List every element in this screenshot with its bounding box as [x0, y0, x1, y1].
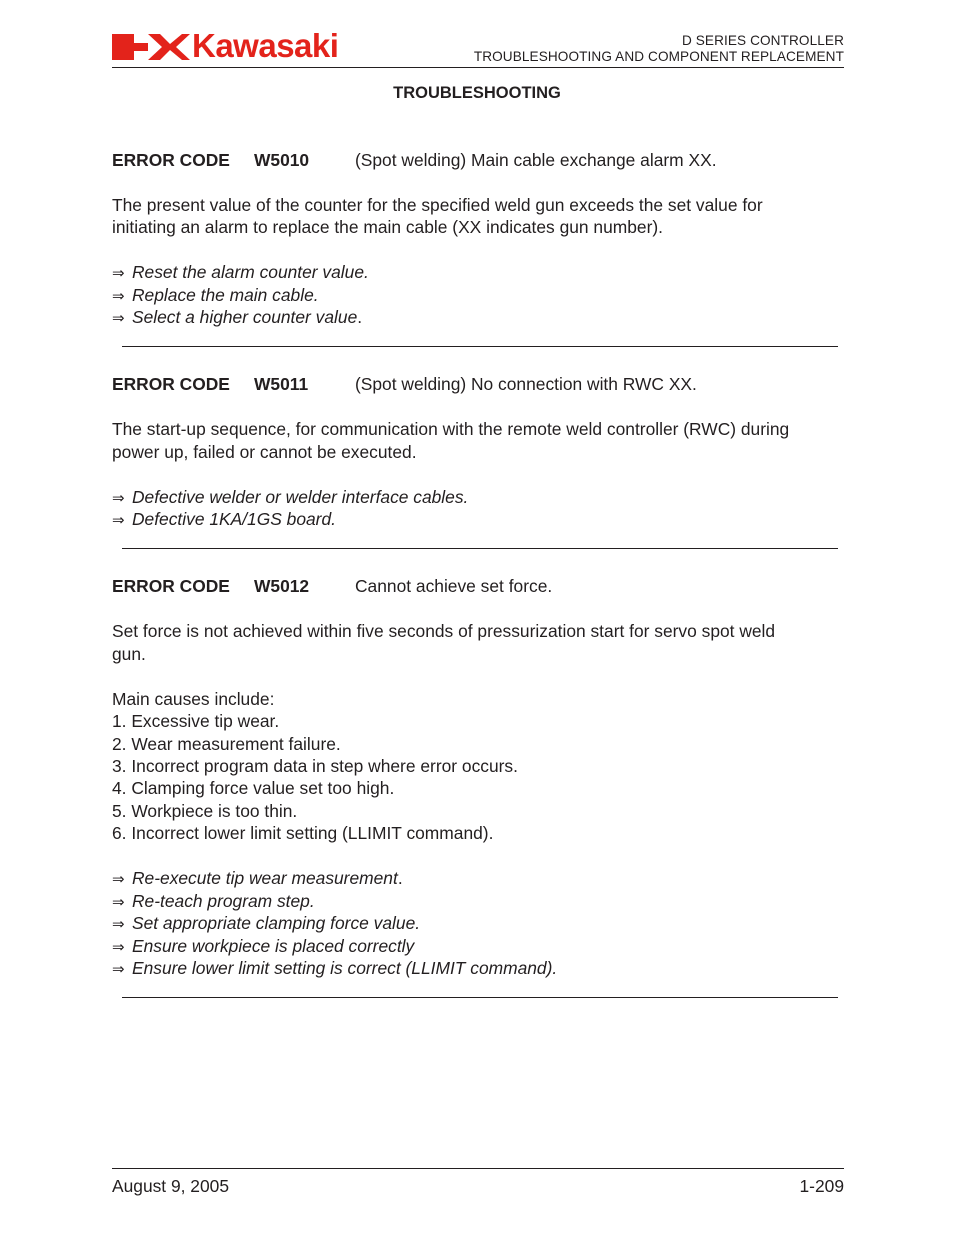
- remedy-item: [112, 912, 420, 935]
- implies-arrow-icon: ⇒: [112, 893, 125, 911]
- remedy-item: [112, 867, 403, 890]
- cause-item: 1. Excessive tip wear.: [112, 711, 280, 731]
- error-code-number: W5012: [254, 576, 310, 596]
- header-chapter-title: TROUBLESHOOTING AND COMPONENT REPLACEMENT: [473, 49, 844, 64]
- header-divider: [112, 67, 844, 68]
- error-description-line: initiating an alarm to replace the main cable (XX indicates gun number).: [112, 217, 663, 237]
- remedy-text: Defective welder or welder interface cables.: [132, 487, 469, 507]
- cause-item: 4. Clamping force value set too high.: [112, 778, 395, 798]
- remedy-item: [112, 486, 468, 509]
- remedy-text: Ensure lower limit setting is correct (LLIMIT command).: [132, 958, 558, 978]
- error-description-line: power up, failed or cannot be executed.: [112, 442, 417, 462]
- section-divider: [122, 346, 838, 347]
- remedy-text: Select a higher counter value: [132, 307, 358, 327]
- error-code-label: ERROR CODE: [112, 576, 230, 596]
- remedy-item: [112, 890, 315, 913]
- error-description-line: Set force is not achieved within five seconds of pressurization start for servo spot weld: [112, 621, 776, 641]
- logo-wordmark: Kawasaki: [192, 27, 339, 64]
- error-code-title: (Spot welding) Main cable exchange alarm XX.: [355, 150, 717, 170]
- error-code-label: ERROR CODE: [112, 150, 230, 170]
- cause-item: 2. Wear measurement failure.: [112, 734, 341, 754]
- implies-arrow-icon: ⇒: [112, 960, 125, 978]
- error-code-label: ERROR CODE: [112, 374, 230, 394]
- implies-arrow-icon: ⇒: [112, 309, 125, 327]
- implies-arrow-icon: ⇒: [112, 264, 125, 282]
- remedy-text: Set appropriate clamping force value.: [132, 913, 421, 933]
- kawasaki-emblem-icon: [112, 32, 190, 62]
- footer-date: August 9, 2005: [112, 1176, 229, 1196]
- section-divider: [122, 997, 838, 998]
- error-description-line: gun.: [112, 644, 146, 664]
- footer-divider: [112, 1168, 844, 1169]
- remedy-item: [112, 306, 362, 329]
- header-series-title: D SERIES CONTROLLER: [681, 33, 844, 48]
- remedy-item: [112, 284, 319, 307]
- remedy-text: Reset the alarm counter value.: [132, 262, 369, 282]
- cause-item: 5. Workpiece is too thin.: [112, 801, 298, 821]
- footer-page-number: 1-209: [799, 1176, 844, 1196]
- kawasaki-logo: [112, 27, 392, 64]
- error-code-number: W5010: [254, 150, 310, 170]
- remedy-text: Replace the main cable.: [132, 285, 319, 305]
- implies-arrow-icon: ⇒: [112, 938, 125, 956]
- remedy-trailing-period: .: [357, 307, 363, 327]
- implies-arrow-icon: ⇒: [112, 287, 125, 305]
- implies-arrow-icon: ⇒: [112, 915, 125, 933]
- remedy-text: Ensure workpiece is placed correctly: [132, 936, 415, 956]
- section-title: TROUBLESHOOTING: [393, 84, 561, 102]
- error-code-number: W5011: [254, 374, 309, 394]
- remedy-text: Re-teach program step.: [132, 891, 315, 911]
- implies-arrow-icon: ⇒: [112, 870, 125, 888]
- error-description-line: The start-up sequence, for communication with the remote weld controller (RWC) during: [112, 419, 790, 439]
- remedy-text: Defective 1KA/1GS board.: [132, 509, 336, 529]
- causes-heading: Main causes include:: [112, 689, 275, 709]
- remedy-item: [112, 508, 336, 531]
- implies-arrow-icon: ⇒: [112, 511, 125, 529]
- error-code-title: Cannot achieve set force.: [355, 576, 553, 596]
- implies-arrow-icon: ⇒: [112, 489, 125, 507]
- remedy-trailing-period: .: [397, 868, 403, 888]
- remedy-item: [112, 935, 414, 958]
- cause-item: 6. Incorrect lower limit setting (LLIMIT command).: [112, 823, 494, 843]
- cause-item: 3. Incorrect program data in step where error occurs.: [112, 756, 518, 776]
- error-code-title: (Spot welding) No connection with RWC XX.: [355, 374, 697, 394]
- error-description-line: The present value of the counter for the specified weld gun exceeds the set value for: [112, 195, 763, 215]
- remedy-text: Re-execute tip wear measurement: [132, 868, 398, 888]
- remedy-item: [112, 261, 369, 284]
- section-divider: [122, 548, 838, 549]
- remedy-item: [112, 957, 557, 980]
